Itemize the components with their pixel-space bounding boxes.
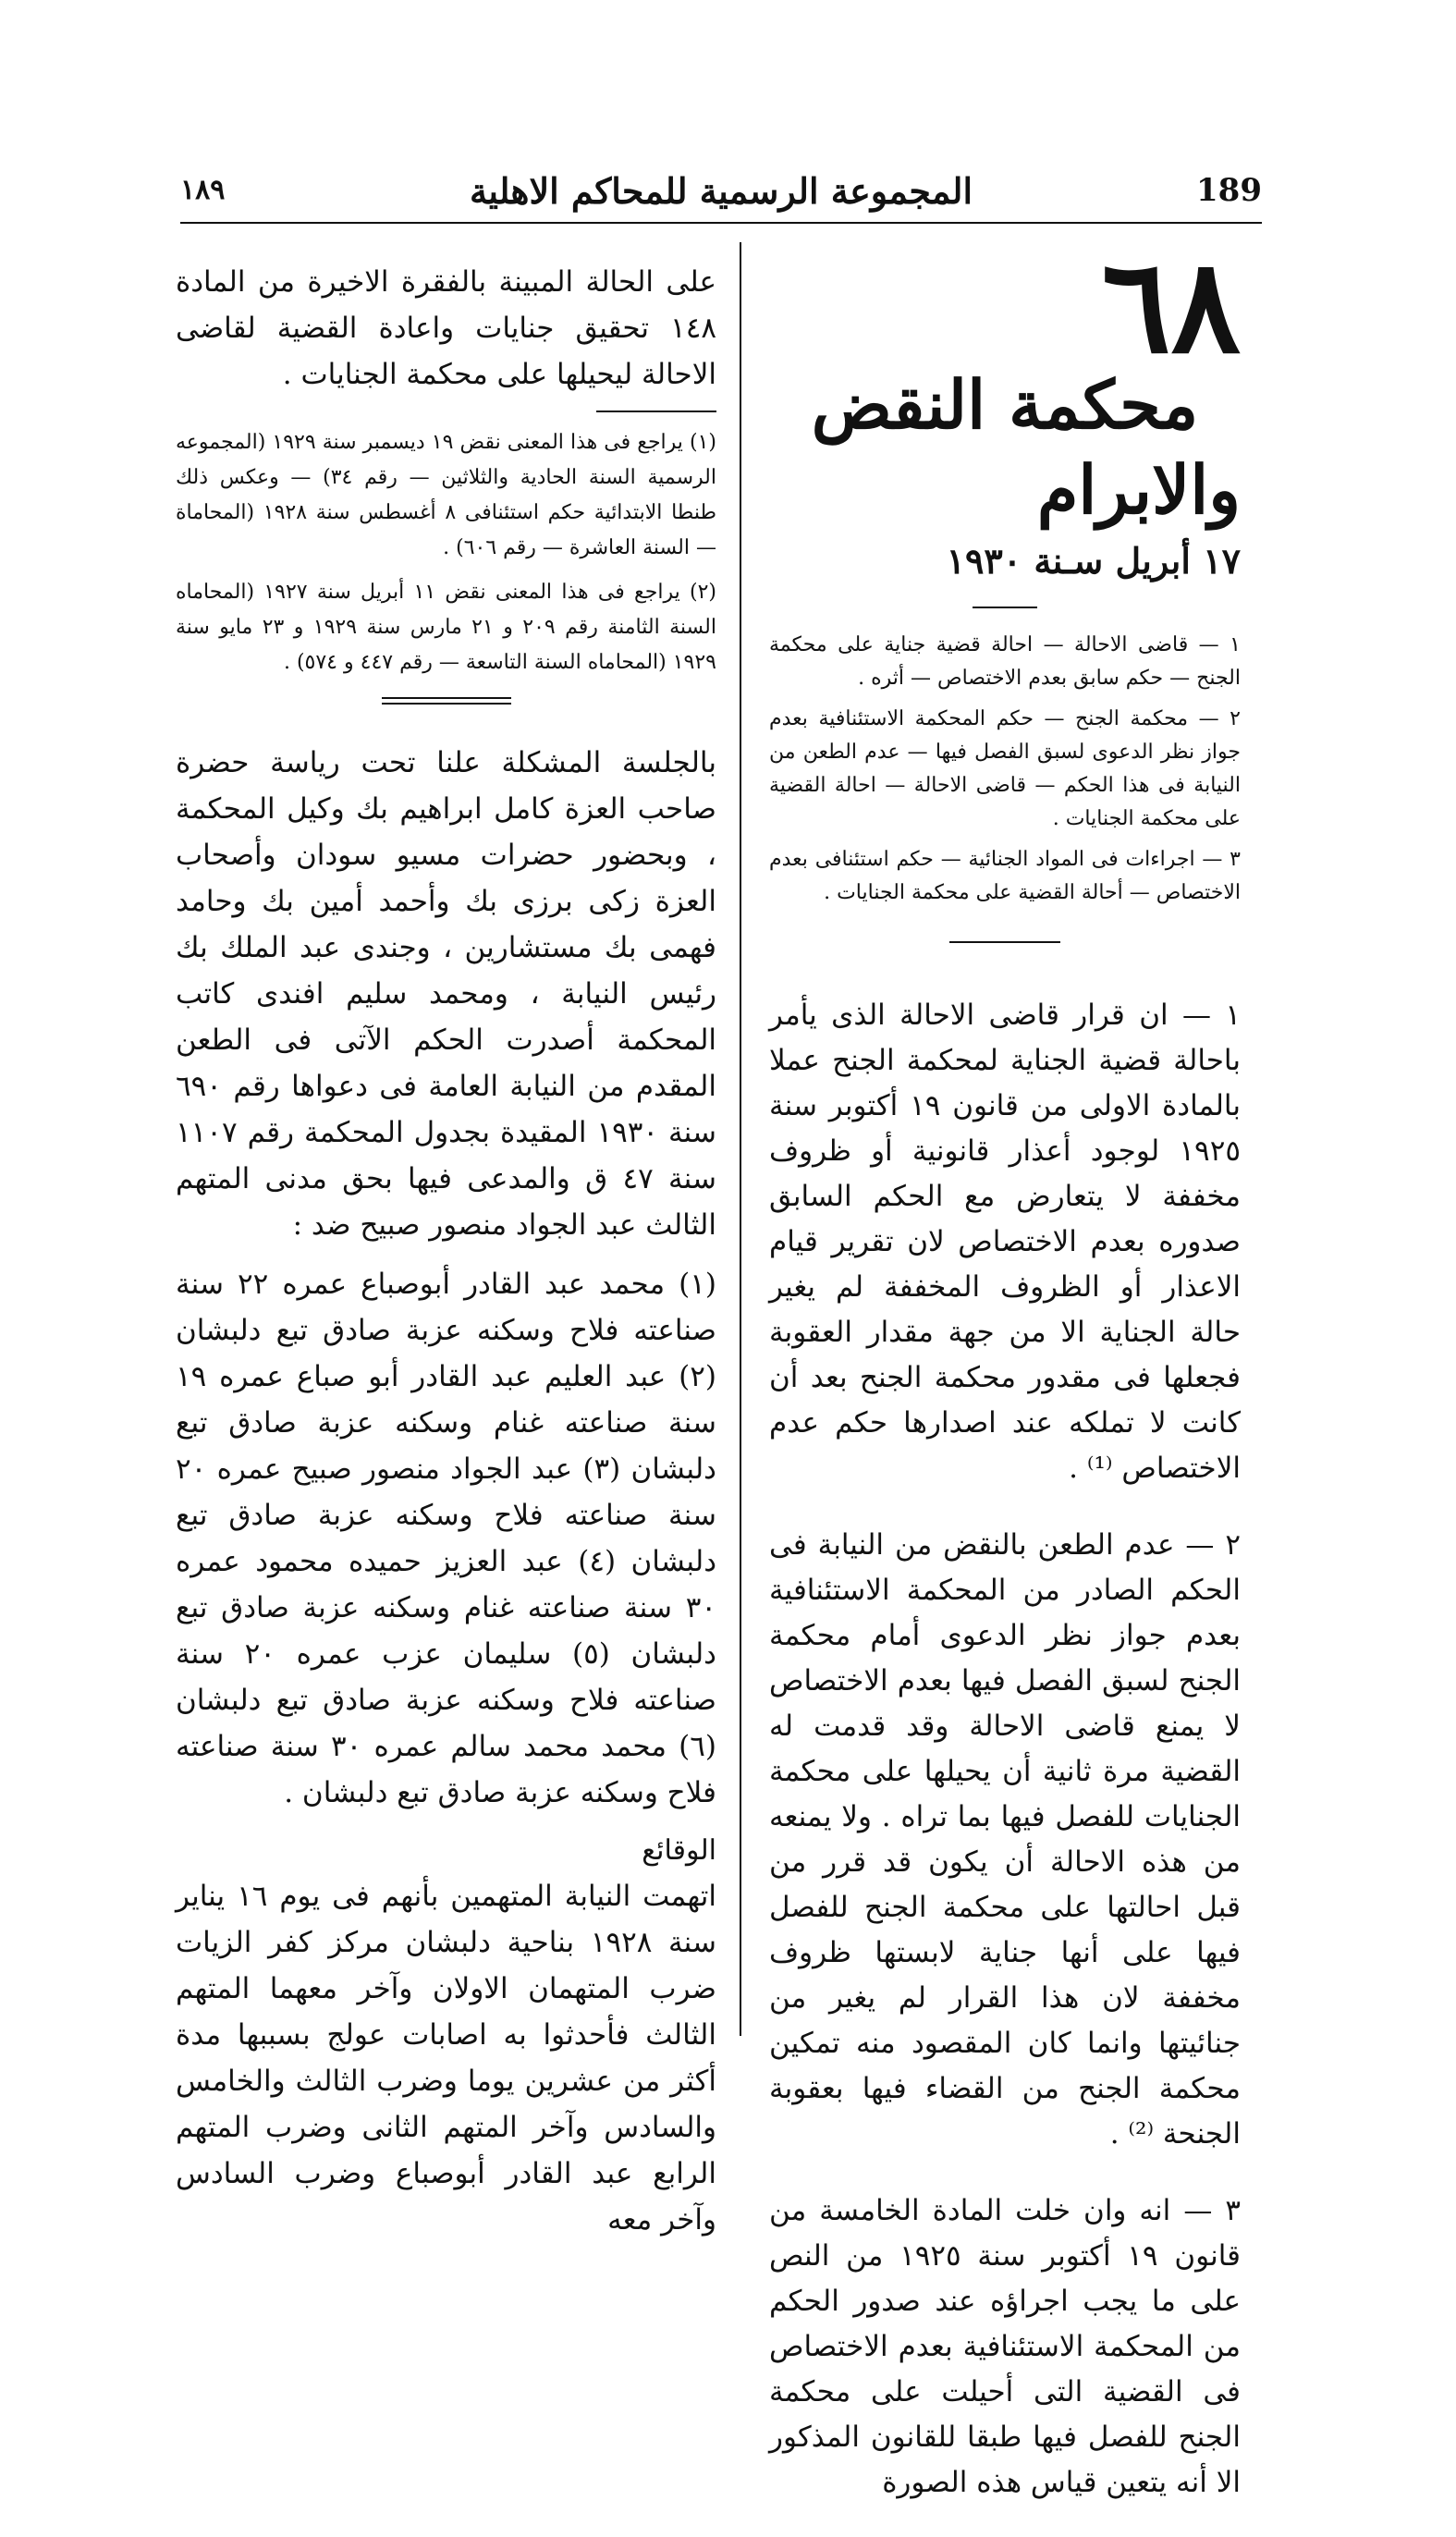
headnote-2: ٢ — محكمة الجنح — حكم المحكمة الاستئنافية بعدم جواز نظر الدعوى لسبق الفصل فيها — عدم الطعن من النيابة فى هذا الحكم — قاضى الاحالة — احالة القضية على محكمة الجنايات .: [769, 707, 1241, 830]
footnote-2: (٢) يراجع فى هذا المعنى نقض ١١ أبريل سنة ١٩٢٧ (المحاماه السنة الثامنة رقم ٢٠٩ و ٢١ مارس سنة ١٩٢٩ و ٢٣ مايو سنة ١٩٢٩ (المحاماه السنة التاسعة — رقم ٤٤٧ و ٥٧٤) .: [176, 581, 717, 674]
footnote-1: (١) يراجع فى هذا المعنى نقض ١٩ ديسمبر سنة ١٩٢٩ (المجموعه الرسمية السنة الحادية والثلاثين — رقم ٣٤) — وعكس ذلك طنطا الابتدائية حكم استئنافى ٨ أغسطس سنة ١٩٢٨ (المحاماة — السنة العاشرة — رقم ٦٠٦) .: [176, 431, 717, 559]
footnote-separator: [596, 411, 716, 412]
double-rule: [382, 697, 511, 705]
journal-title: المجموعة الرسمية للمحاكم الاهلية: [469, 170, 973, 212]
continuation-paragraph: على الحالة المبينة بالفقرة الاخيرة من المادة ١٤٨ تحقيق جنايات واعادة القضية لقاضى الاحالة ليحيلها على محكمة الجنايات .: [176, 265, 716, 391]
title-rule: [973, 607, 1037, 608]
left-column: [176, 259, 716, 2256]
accused-paragraph: (١) محمد عبد القادر أبوصباع عمره ٢٢ سنة صناعته فلاح وسكنه عزبة صادق تبع دلبشان (٢) عبد العليم عبد القادر أبو صباع عمره ١٩ سنة صناعته غنام وسكنه عزبة صادق تبع دلبشان (٣) عبد الجواد منصور صبيح عمره ٢٠ سنة صناعته فلاح وسكنه عزبة صادق تبع دلبشان (٤) عبد العزيز حميده محمود عمره ٣٠ سنة صناعته غنام وسكنه عزبة صادق تبع دلبشان (٥) سليمان عزب عمره ٢٠ سنة صناعته فلاح وسكنه عزبة صادق تبع دلبشان (٦) محمد محمد سالم عمره ٣٠ سنة صناعته فلاح وسكنه عزبة صادق تبع دلبشان .: [176, 1268, 717, 1809]
headnote-3: ٣ — اجراءات فى المواد الجنائية — حكم استئنافى بعدم الاختصاص — أحالة القضية على محكمة الجنايات .: [769, 848, 1241, 904]
session-paragraph: بالجلسة المشكلة علنا تحت رياسة حضرة صاحب العزة كامل ابراهيم بك وكيل المحكمة ، وبحضور حضرات مسيو سودان وأصحاب العزة زكى برزى بك وأحمد أمين بك وحامد فهمى بك مستشارين ، وجندى عبد الملك بك رئيس النيابة ، ومحمد سليم افندى كاتب المحكمة أصدرت الحكم الآتى فى الطعن المقدم من النيابة العامة فى دعواها رقم ٦٩٠ سنة ١٩٣٠ المقيدة بجدول المحكمة رقم ١١٠٧ سنة ٤٧ ق والمدعى فيها بحق مدنى المتهم الثالث عبد الجواد منصور صبيح ضد :: [176, 746, 717, 1242]
headnote-1: ١ — قاضى الاحالة — احالة قضية جناية على محكمة الجنح — حكم سابق بعدم الاختصاص — أثره .: [769, 633, 1241, 690]
principle-3: ٣ — انه وان خلت المادة الخامسة من قانون ١٩ أكتوبر سنة ١٩٢٥ من النص على ما يجب اجراؤه عند صدور الحكم من المحكمة الاستئنافية بعدم الاختصاص فى القضية التى أحيلت على محكمة الجنح للفصل فيها طبقا للقانون المذكور الا أنه يتعين قياس هذه الصورة: [769, 2194, 1241, 2499]
facts-paragraph: اتهمت النيابة المتهمين بأنهم فى يوم ١٦ يناير سنة ١٩٢٨ بناحية دلبشان مركز كفر الزيات ضرب المتهمان الاولان وآخر معهما المتهم الثالث فأحدثوا به اصابات عولج بسببها مدة أكثر من عشرين يوما وضرب الثالث والخامس والسادس وآخر المتهم الثانى وضرب المتهم الرابع عبد القادر أبوصباع وضرب السادس وآخر معه: [176, 1880, 717, 2237]
running-header: [180, 165, 1262, 220]
court-name: محكمة النقض والابرام: [811, 365, 1241, 529]
page-number-arabic: ١٨٩: [180, 174, 226, 206]
case-number: ٦٨: [1101, 231, 1241, 383]
headnotes-rule: [949, 941, 1060, 943]
facts-title: الوقائع: [642, 1834, 716, 1867]
page-number-latin: 189: [1196, 172, 1262, 209]
principle-1: ١ — ان قرار قاضى الاحالة الذى يأمر باحالة قضية الجناية لمحكمة الجنح عملا بالمادة الاولى من قانون ١٩ أكتوبر سنة ١٩٢٥ لوجود أعذار قانونية أو ظروف مخففة لا يتعارض مع الحكم السابق صدوره بعدم الاختصاص لان تقرير قيام الاعذار أو الظروف المخففة لم يغير حالة الجناية الا من جهة مقدار العقوبة فجعلها فى مقدور محكمة الجنح بعد أن كانت لا تملكه عند اصدارها حكم عدم الاختصاص ⁽¹⁾ .: [769, 999, 1241, 1485]
column-divider: [740, 242, 741, 2036]
header-rule: [180, 222, 1262, 224]
right-column: [769, 231, 1241, 2537]
decision-date: ١٧ أبريل سـنة ١٩٣٠: [946, 540, 1241, 582]
principle-2: ٢ — عدم الطعن بالنقض من النيابة فى الحكم الصادر من المحكمة الاستئنافية بعدم جواز نظر الدعوى أمام محكمة الجنح لسبق الفصل فيها بعدم الاختصاص لا يمنع قاضى الاحالة وقد قدمت له القضية مرة ثانية أن يحيلها على محكمة الجنايات للفصل فيها بما تراه . ولا يمنعه من هذه الاحالة أن يكون قد قرر من قبل احالتها على محكمة الجنح للفصل فيها على أنها جناية لابستها ظروف مخففة لان هذا القرار لم يغير من جنائيتها وانما كان المقصود منه تمكين محكمة الجنح من القضاء فيها بعقوبة الجنحة ⁽²⁾ .: [769, 1528, 1241, 2151]
